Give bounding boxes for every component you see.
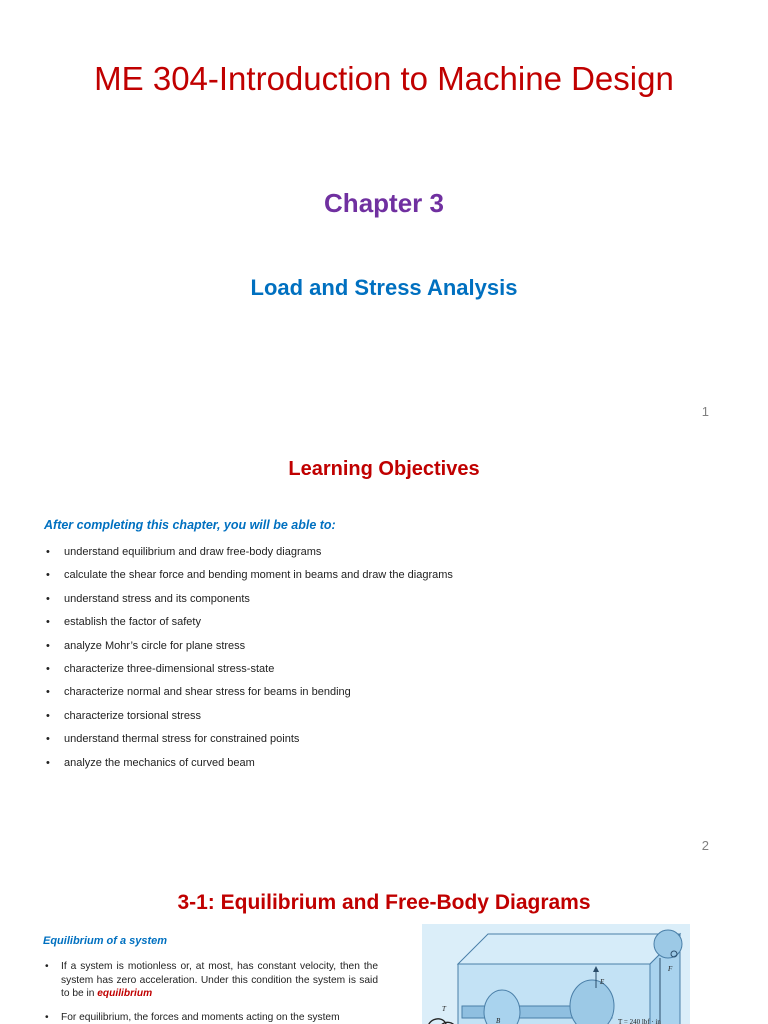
- list-item: • understand thermal stress for constrained points: [46, 733, 300, 746]
- list-item: • characterize three-dimensional stress-state: [46, 662, 275, 675]
- slide-title: 3-1: Equilibrium and Free-Body Diagrams: [177, 891, 591, 914]
- bullet-icon: •: [46, 639, 50, 652]
- course-title: ME 304-Introduction to Machine Design: [94, 60, 674, 97]
- slide-2: [0, 432, 768, 865]
- page-number: 2: [701, 838, 709, 853]
- list-item: • analyze the mechanics of curved beam: [46, 756, 255, 769]
- free-body-figure: [422, 924, 690, 1024]
- list-item: • calculate the shear force and bending moment in beams and draw the diagrams: [46, 569, 453, 582]
- label-t: T: [442, 1005, 446, 1013]
- chapter-heading: Chapter 3: [324, 188, 444, 218]
- bullet-icon: •: [46, 662, 50, 675]
- list-item: • understand stress and its components: [46, 592, 250, 605]
- list-item: • understand equilibrium and draw free-body diagrams: [46, 546, 322, 558]
- list-item: • analyze Mohr’s circle for plane stress: [46, 639, 246, 652]
- objectives-lead: After completing this chapter, you will be able to:: [44, 518, 336, 532]
- list-item: • characterize normal and shear stress for beams in bending: [46, 686, 351, 699]
- bullet-icon: •: [46, 569, 50, 582]
- bullet-icon: •: [46, 592, 50, 605]
- highlight-term: equilibrium: [97, 988, 153, 999]
- slide-title: Learning Objectives: [288, 458, 480, 480]
- objectives-list: [44, 546, 453, 780]
- bullet-icon: •: [46, 546, 50, 558]
- bullet-icon: •: [46, 733, 50, 746]
- bullet-icon: •: [45, 1011, 49, 1023]
- chapter-subtitle: Load and Stress Analysis: [250, 275, 518, 300]
- section-subtitle: Equilibrium of a system: [43, 935, 168, 947]
- label-torque-value: T = 240 lbf · in: [618, 1018, 661, 1024]
- list-item: • establish the factor of safety: [46, 616, 201, 629]
- page-number: 1: [701, 404, 709, 419]
- slide-3: [0, 865, 768, 1024]
- slide-1: [0, 0, 768, 432]
- machine-block-illustration: [422, 924, 690, 1024]
- list-item: • If a system is motionless or, at most, has constant velocity, then the system has zero acceleration. Under this condition the system is said to be in equilibrium: [45, 961, 378, 999]
- bullet-icon: •: [45, 961, 49, 972]
- label-b: B: [496, 1017, 501, 1024]
- list-item: • characterize torsional stress: [46, 709, 201, 722]
- bullet-icon: •: [46, 756, 50, 769]
- body-text: [43, 960, 378, 1024]
- bullet-icon: •: [46, 686, 50, 699]
- list-item: • For equilibrium, the forces and moments acting on the system: [45, 1011, 340, 1023]
- bullet-icon: •: [46, 709, 50, 722]
- bullet-icon: •: [46, 616, 50, 629]
- label-e: E: [600, 978, 605, 986]
- label-f: F: [668, 965, 673, 973]
